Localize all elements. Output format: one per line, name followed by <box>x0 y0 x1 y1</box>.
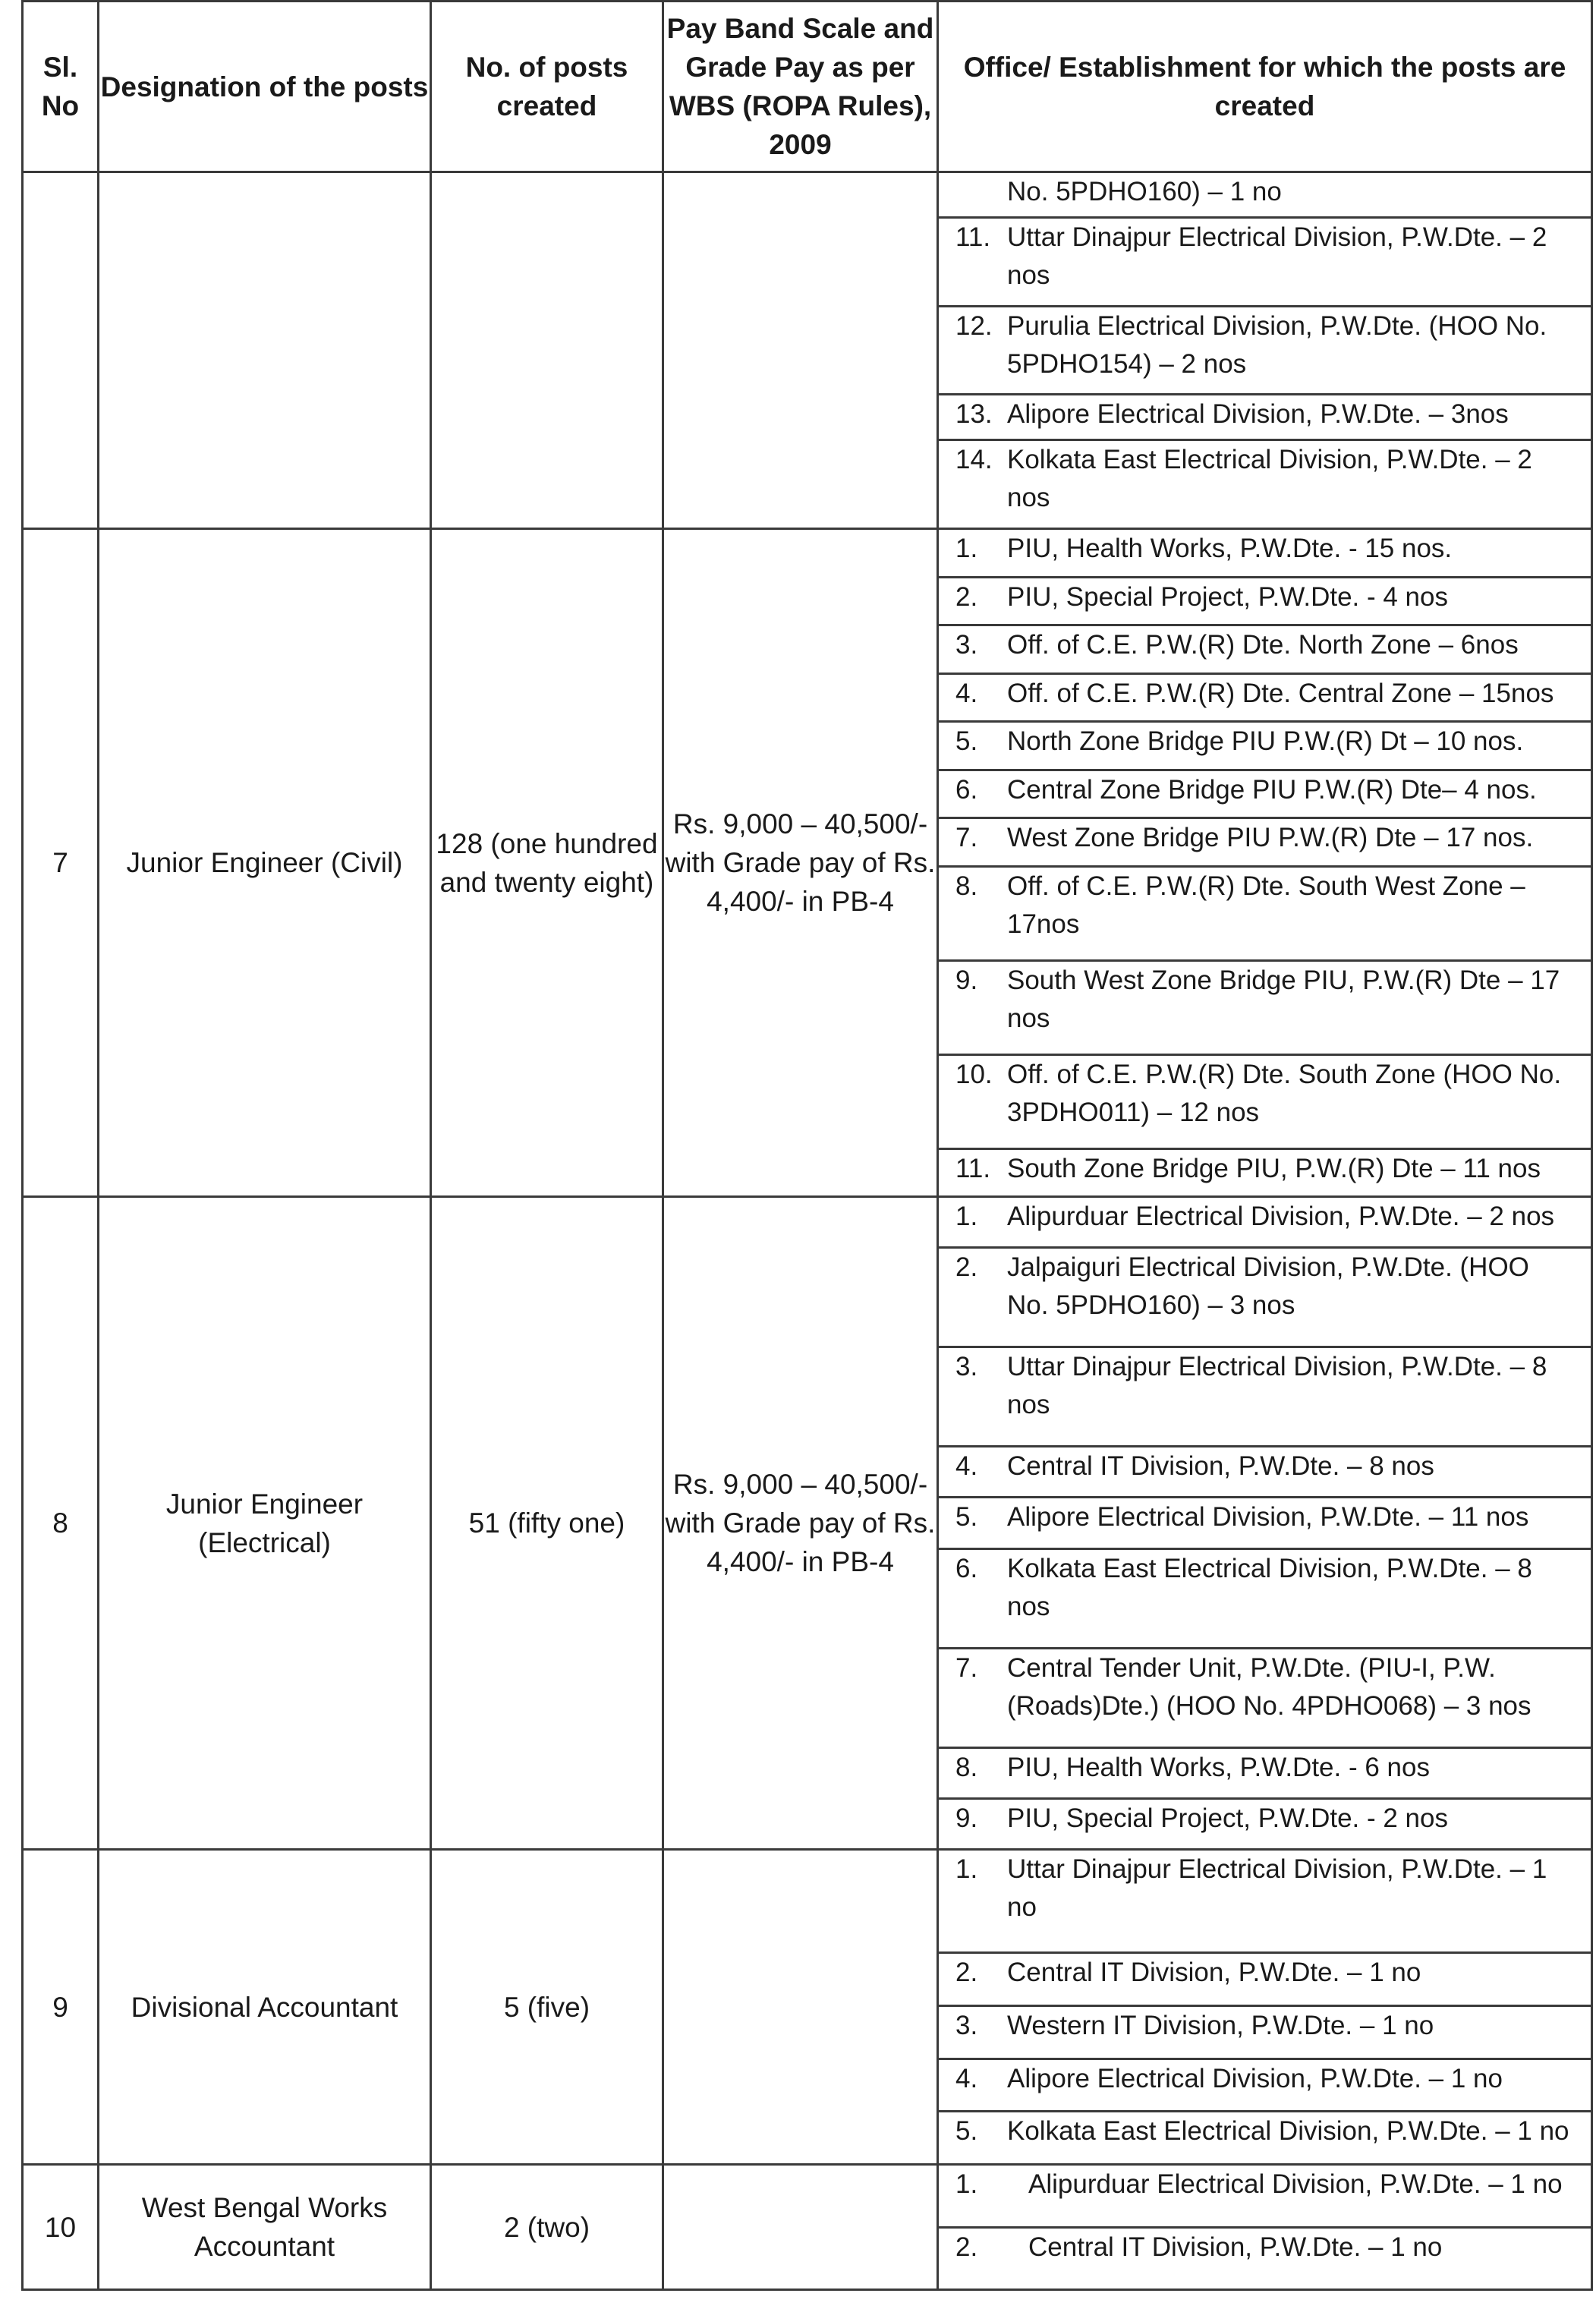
office-item-text: Central IT Division, P.W.Dte. – 1 no <box>1028 2232 1443 2262</box>
office-item-text: Alipurduar Electrical Division, P.W.Dte. – 1 no <box>1028 2169 1563 2199</box>
office-item-text: PIU, Health Works, P.W.Dte. - 6 nos <box>1007 1752 1430 1782</box>
header-sl-no: Sl. No <box>23 2 99 172</box>
office-item-text: No. 5PDHO160) – 1 no <box>1007 177 1282 206</box>
office-item <box>939 675 1591 723</box>
posts-cell: 128 (one hundred and twenty eight) <box>431 529 663 1197</box>
office-item-text: Jalpaiguri Electrical Division, P.W.Dte. (HOO No. 5PDHO160) – 3 nos <box>1007 1252 1529 1321</box>
office-item-number: 5. <box>955 1502 978 1533</box>
office-item-number: 6. <box>955 774 978 805</box>
office-cell <box>938 172 1592 529</box>
office-item <box>939 626 1591 675</box>
table-row-continuation <box>23 172 1592 529</box>
office-cell <box>938 529 1592 1197</box>
office-item <box>939 868 1591 962</box>
office-item-number: 2. <box>955 1252 978 1283</box>
office-item-text: PIU, Special Project, P.W.Dte. - 2 nos <box>1007 1803 1448 1833</box>
office-item <box>939 2112 1591 2163</box>
office-item <box>939 578 1591 627</box>
pay-cell: Rs. 9,000 – 40,500/- with Grade pay of Rs. 4,400/- in PB-4 <box>663 529 938 1197</box>
office-item-number: 4. <box>955 678 978 708</box>
designation-cell: Junior Engineer (Civil) <box>99 529 431 1197</box>
office-item-text: Kolkata East Electrical Division, P.W.Dte. – 8 nos <box>1007 1553 1532 1621</box>
office-item-number: 11. <box>955 1153 991 1183</box>
office-item-text: Central IT Division, P.W.Dte. – 8 nos <box>1007 1451 1434 1482</box>
office-list <box>939 173 1591 528</box>
office-item-number: 6. <box>955 1553 978 1583</box>
office-list <box>939 530 1591 1195</box>
office-item-number: 9. <box>955 1803 978 1833</box>
office-item-text: West Zone Bridge PIU P.W.(R) Dte – 17 nos. <box>1007 823 1534 852</box>
office-item <box>939 1550 1591 1649</box>
office-item <box>939 173 1591 219</box>
sl-cell: 9 <box>23 1850 99 2165</box>
office-item-number: 14. <box>955 445 993 475</box>
office-item <box>939 1851 1591 1954</box>
office-item <box>939 1056 1591 1150</box>
office-item-text: Western IT Division, P.W.Dte. – 1 no <box>1007 2011 1434 2040</box>
document-page <box>21 0 1591 2304</box>
designation-cell <box>99 172 431 529</box>
designation-cell: Divisional Accountant <box>99 1850 431 2165</box>
office-item-text: Alipurduar Electrical Division, P.W.Dte. – 2 nos <box>1007 1202 1555 1231</box>
office-item-number: 10. <box>955 1059 993 1089</box>
office-list <box>939 2166 1591 2289</box>
table-row <box>23 529 1592 1197</box>
office-item-text: Off. of C.E. P.W.(R) Dte. South West Zone – 17nos <box>1007 871 1525 939</box>
office-item-text: Uttar Dinajpur Electrical Division, P.W.Dte. – 2 nos <box>1007 222 1547 290</box>
office-item <box>939 530 1591 578</box>
office-item-text: Purulia Electrical Division, P.W.Dte. (HOO No. 5PDHO154) – 2 nos <box>1007 310 1547 379</box>
office-item <box>939 723 1591 771</box>
office-item-text: Alipore Electrical Division, P.W.Dte. – 11 nos <box>1007 1502 1529 1533</box>
posts-cell: 51 (fifty one) <box>431 1197 663 1850</box>
office-item <box>939 1447 1591 1498</box>
office-item <box>939 1150 1591 1196</box>
office-item-text: Off. of C.E. P.W.(R) Dte. South Zone (HOO No. 3PDHO011) – 12 nos <box>1007 1059 1562 1127</box>
designation-cell: West Bengal Works Accountant <box>99 2165 431 2290</box>
office-item-number: 1. <box>955 1202 978 1231</box>
office-item-number: 5. <box>955 2116 978 2147</box>
designation-cell: Junior Engineer (Electrical) <box>99 1197 431 1850</box>
office-item-text: Uttar Dinajpur Electrical Division, P.W.Dte. – 8 nos <box>1007 1352 1547 1420</box>
office-item <box>939 307 1591 396</box>
office-item <box>939 1954 1591 2007</box>
header-row <box>23 2 1592 172</box>
sl-cell <box>23 172 99 529</box>
office-item-text: Central Tender Unit, P.W.Dte. (PIU-I, P.W.(Roads)Dte.) (HOO No. 4PDHO068) – 3 nos <box>1007 1652 1531 1721</box>
office-item-number: 8. <box>955 1752 978 1782</box>
pay-cell <box>663 1850 938 2165</box>
office-item-number: 13. <box>955 399 993 430</box>
office-item-text: Off. of C.E. P.W.(R) Dte. Central Zone – 15nos <box>1007 678 1554 708</box>
office-item <box>939 819 1591 868</box>
office-item-number: 4. <box>955 2063 978 2093</box>
pay-cell <box>663 172 938 529</box>
office-item-number: 4. <box>955 1451 978 1482</box>
pay-cell <box>663 2165 938 2290</box>
office-item <box>939 2166 1591 2229</box>
office-item-number: 2. <box>955 1958 978 1988</box>
sl-cell: 10 <box>23 2165 99 2290</box>
office-item <box>939 2060 1591 2113</box>
office-item <box>939 219 1591 307</box>
office-cell <box>938 1850 1592 2165</box>
office-item-text: Central Zone Bridge PIU P.W.(R) Dte– 4 nos. <box>1007 774 1537 805</box>
office-item-text: PIU, Health Works, P.W.Dte. - 15 nos. <box>1007 534 1453 563</box>
office-item <box>939 441 1591 528</box>
office-list <box>939 1198 1591 1848</box>
office-cell <box>938 2165 1592 2290</box>
office-item-text: Off. of C.E. P.W.(R) Dte. North Zone – 6nos <box>1007 630 1519 660</box>
office-cell <box>938 1197 1592 1850</box>
office-item <box>939 2007 1591 2060</box>
office-item-text: Alipore Electrical Division, P.W.Dte. – 1 no <box>1007 2063 1503 2093</box>
office-item <box>939 1249 1591 1348</box>
office-item-text: South West Zone Bridge PIU, P.W.(R) Dte – 17 nos <box>1007 965 1560 1033</box>
office-item-number: 3. <box>955 1352 978 1382</box>
office-item-text: South Zone Bridge PIU, P.W.(R) Dte – 11 nos <box>1007 1153 1541 1183</box>
table-row <box>23 2165 1592 2290</box>
office-item-number: 8. <box>955 871 978 901</box>
office-list <box>939 1851 1591 2163</box>
sl-cell: 8 <box>23 1197 99 1850</box>
office-item <box>939 395 1591 441</box>
sl-cell: 7 <box>23 529 99 1197</box>
office-item-number: 3. <box>955 2011 978 2040</box>
posts-cell: 5 (five) <box>431 1850 663 2165</box>
office-item <box>939 771 1591 820</box>
header-designation: Designation of the posts <box>99 2 431 172</box>
office-item-text: Uttar Dinajpur Electrical Division, P.W.Dte. – 1 no <box>1007 1854 1547 1922</box>
office-item-number: 7. <box>955 823 978 852</box>
table-row <box>23 1850 1592 2165</box>
office-item <box>939 1498 1591 1549</box>
office-item <box>939 2229 1591 2289</box>
office-item-text: PIU, Special Project, P.W.Dte. - 4 nos <box>1007 581 1448 612</box>
posts-table <box>21 0 1593 2291</box>
office-item <box>939 1800 1591 1848</box>
office-item <box>939 962 1591 1056</box>
header-num-posts: No. of posts created <box>431 2 663 172</box>
office-item <box>939 1348 1591 1447</box>
office-item-number: 1. <box>955 2169 978 2199</box>
posts-cell: 2 (two) <box>431 2165 663 2290</box>
office-item-text: Kolkata East Electrical Division, P.W.Dte. – 1 no <box>1007 2116 1569 2147</box>
table-row <box>23 1197 1592 1850</box>
office-item-text: Central IT Division, P.W.Dte. – 1 no <box>1007 1958 1421 1988</box>
office-item-number: 2. <box>955 581 978 612</box>
posts-cell <box>431 172 663 529</box>
pay-cell: Rs. 9,000 – 40,500/- with Grade pay of Rs. 4,400/- in PB-4 <box>663 1197 938 1850</box>
office-item-number: 3. <box>955 630 978 660</box>
office-item-number: 12. <box>955 310 993 341</box>
office-item-text: Alipore Electrical Division, P.W.Dte. – 3nos <box>1007 399 1509 430</box>
header-office: Office/ Establishment for which the posts are created <box>938 2 1592 172</box>
office-item <box>939 1649 1591 1749</box>
office-item-text: Kolkata East Electrical Division, P.W.Dte. – 2 nos <box>1007 445 1532 513</box>
office-item <box>939 1749 1591 1800</box>
office-item-number: 2. <box>955 2232 978 2262</box>
office-item-number: 7. <box>955 1652 978 1683</box>
office-item-number: 5. <box>955 726 978 756</box>
office-item-text: North Zone Bridge PIU P.W.(R) Dt – 10 nos. <box>1007 726 1524 756</box>
header-pay-band: Pay Band Scale and Grade Pay as per WBS (ROPA Rules), 2009 <box>663 2 938 172</box>
office-item-number: 1. <box>955 534 978 563</box>
office-item-number: 11. <box>955 222 991 252</box>
office-item-number: 1. <box>955 1854 978 1884</box>
office-item-number: 9. <box>955 965 978 995</box>
office-item <box>939 1198 1591 1249</box>
